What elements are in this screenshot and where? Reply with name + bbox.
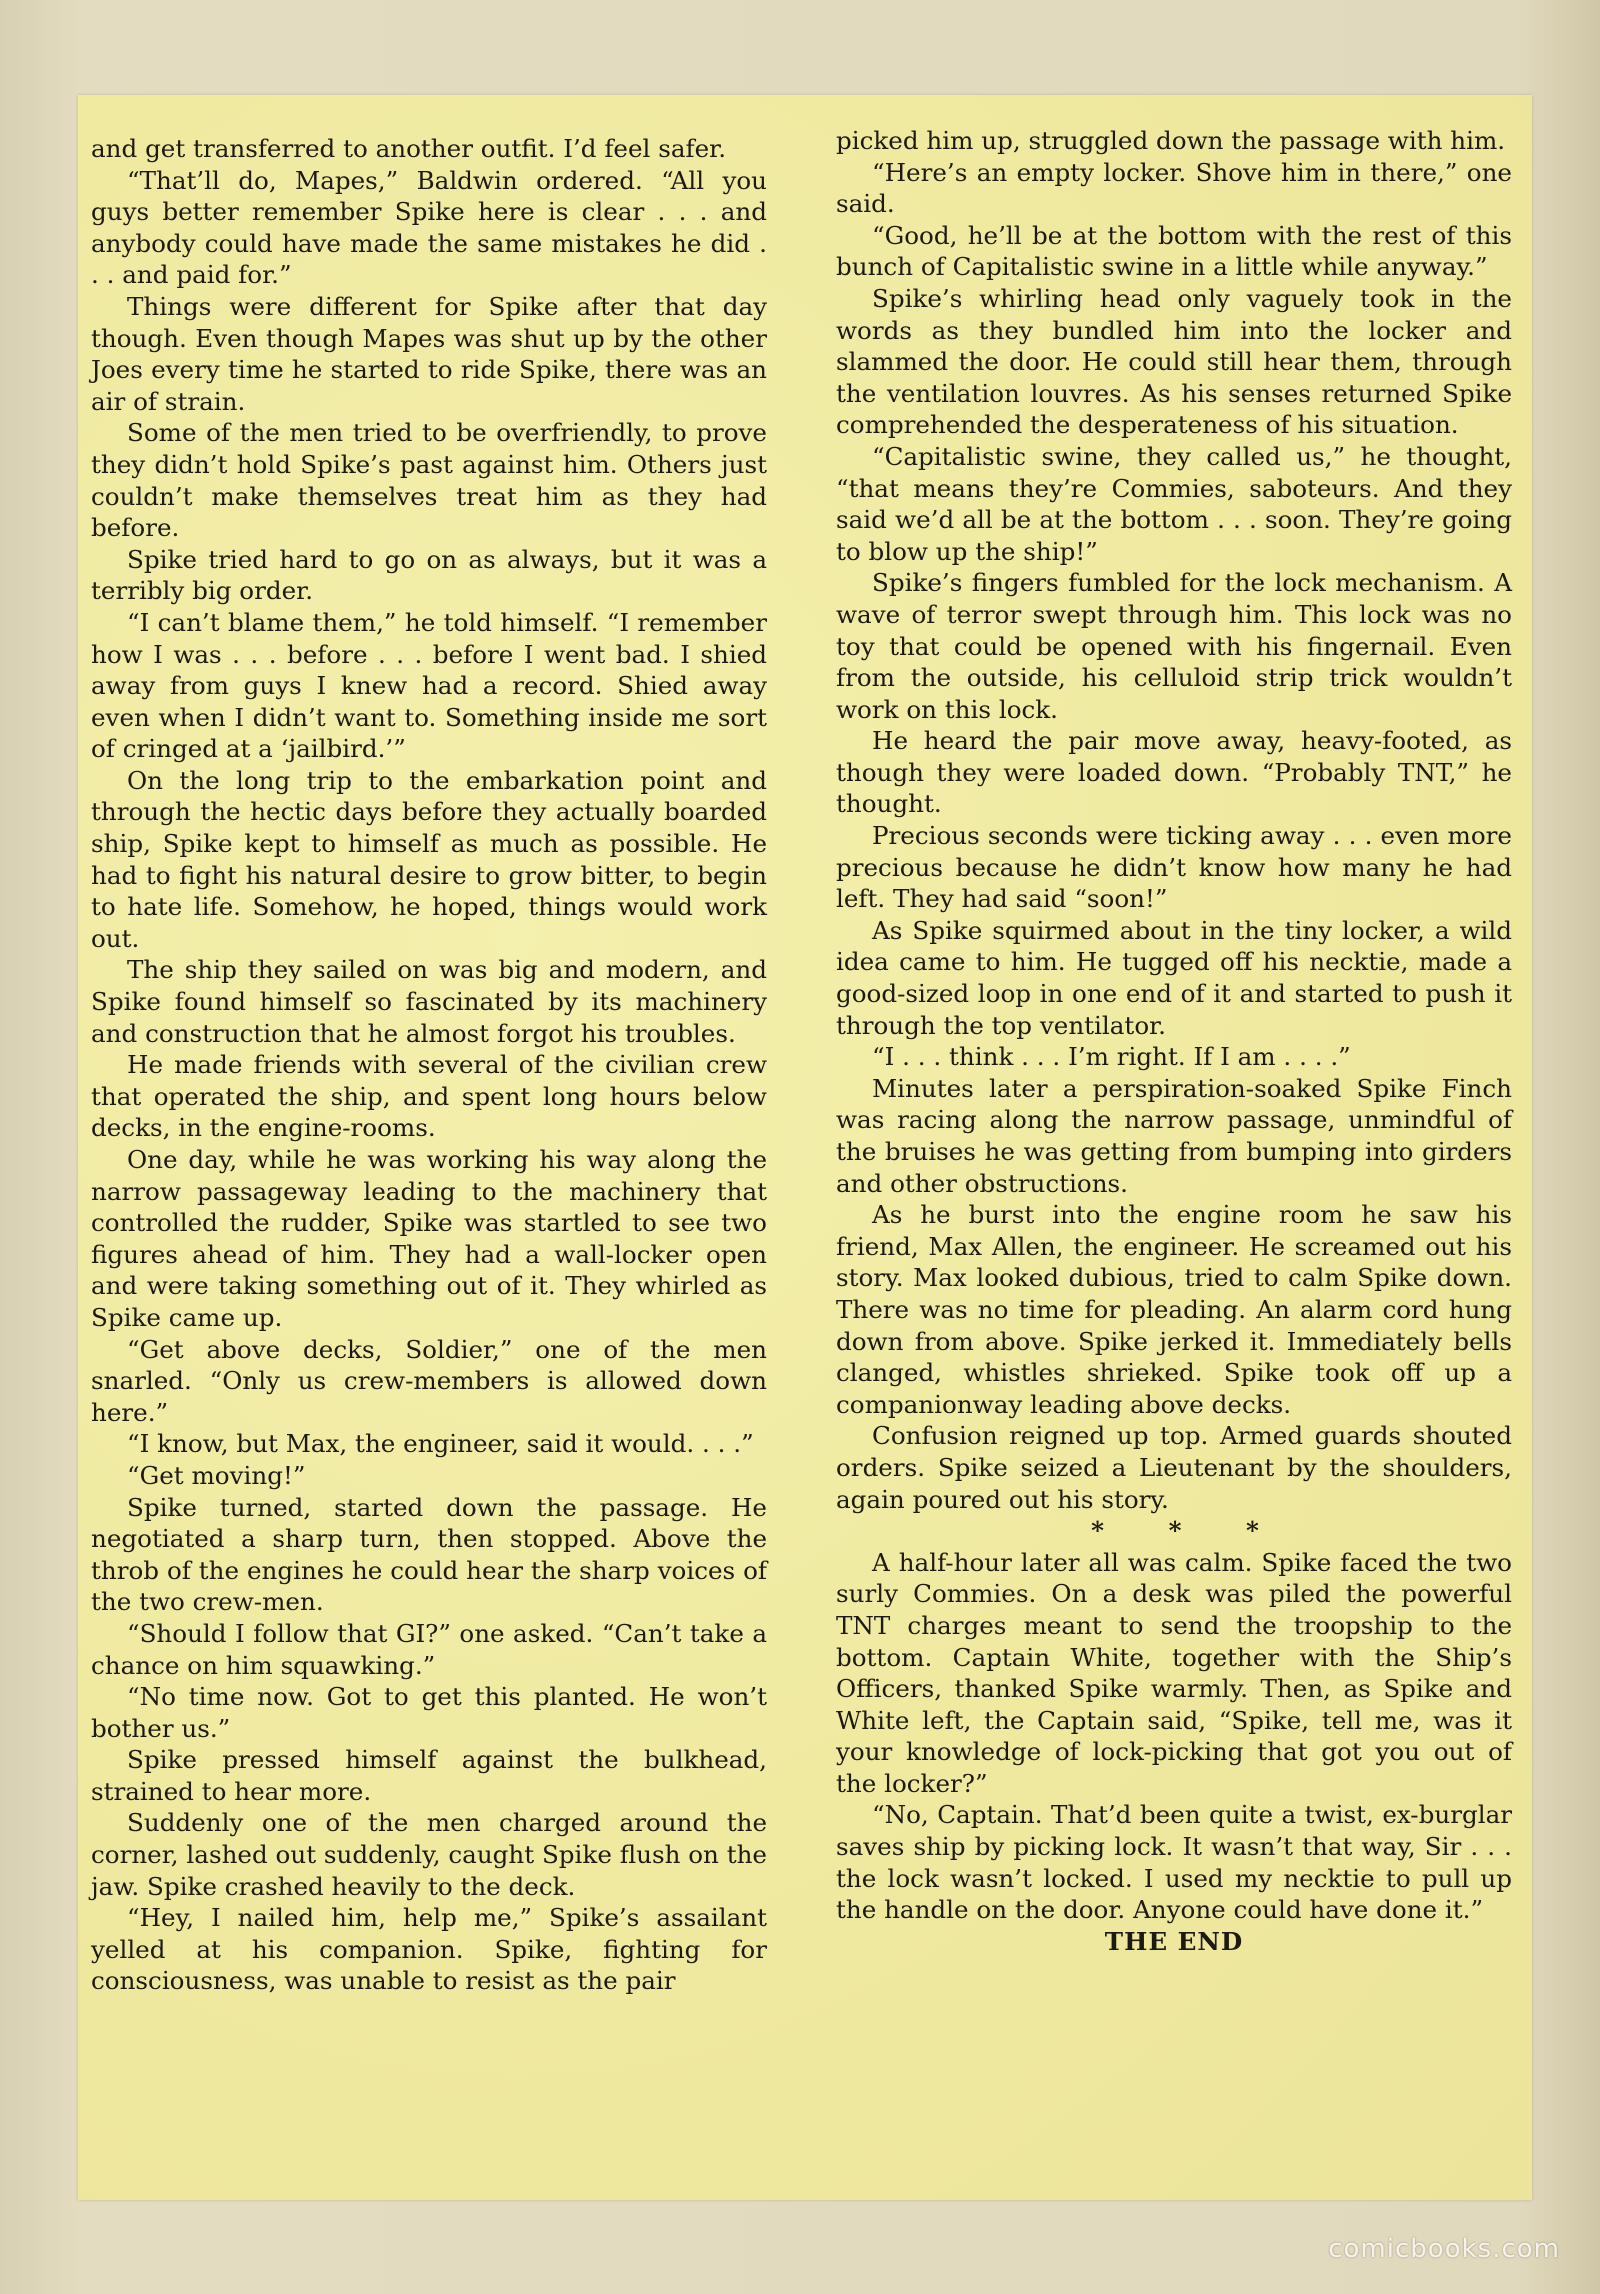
story-paragraph: “I know, but Max, the engineer, said it would. . . .”: [127, 1429, 754, 1459]
story-text-panel: [78, 95, 1532, 2200]
left-column: [91, 133, 767, 2183]
story-paragraph: “Get moving!”: [127, 1460, 306, 1490]
story-paragraph: “No time now. Got to get this planted. He won’t bother us.”: [91, 1682, 767, 1743]
story-paragraph: Spike’s whirling head only vaguely took in the words as they bundled him into the locker and slammed the door. He could still hear them, through the ventilation louvres. As his senses returned Spike comprehended the desperateness of his situation.: [836, 283, 1512, 440]
story-paragraph: Confusion reigned up top. Armed guards shouted orders. Spike seized a Lieutenant by the shoulders, again poured out his story.: [836, 1421, 1512, 1514]
story-paragraph: As he burst into the engine room he saw his friend, Max Allen, the engineer. He screamed out his story. Max looked dubious, tried to calm Spike down. There was no time for pleading. An alarm cord hung down from above. Spike jerked it. Immediately bells clanged, whistles shrieked. Spike took off up a companionway leading above decks.: [836, 1200, 1512, 1419]
story-paragraph: Spike tried hard to go on as always, but it was a terribly big order.: [91, 544, 767, 606]
story-paragraph: A half-hour later all was calm. Spike faced the two surly Commies. On a desk was piled the powerful TNT charges meant to send the troopship to the bottom. Captain White, together with the Ship’s Officers, thanked Spike warmly. Then, as Spike and White left, the Captain said, “Spike, tell me, was it your knowledge of lock-picking that got you out of the locker?”: [836, 1547, 1512, 1798]
the-end-label: THE END: [1104, 1926, 1244, 1956]
story-paragraph: Spike pressed himself against the bulkhead, strained to hear more.: [91, 1745, 767, 1806]
right-column: [836, 125, 1512, 2175]
story-paragraph: picked him up, struggled down the passage with him.: [836, 126, 1506, 155]
story-paragraph: He made friends with several of the civilian crew that operated the ship, and spent long hours below decks, in the engine-rooms.: [91, 1050, 767, 1143]
story-paragraph: Spike’s fingers fumbled for the lock mechanism. A wave of terror swept through him. This lock was no toy that could be opened with his fingernail. Even from the outside, his celluloid strip trick wouldn’t work on this lock.: [836, 568, 1512, 724]
story-paragraph: “Here’s an empty locker. Shove him in there,” one said.: [836, 157, 1512, 219]
story-paragraph: “No, Captain. That’d been quite a twist, ex-burglar saves ship by picking lock. It wasn’t that way, Sir . . . the lock wasn’t locked. I used my necktie to pull up the handle on the door. Anyone could have done it.”: [836, 1800, 1512, 1925]
story-paragraph: Some of the men tried to be overfriendly, to prove they didn’t hold Spike’s past against him. Others just couldn’t make themselves treat him as they had before.: [91, 418, 767, 543]
site-watermark: comicbooks.com: [1328, 2234, 1560, 2264]
story-paragraph: “I . . . think . . . I’m right. If I am . . . .”: [872, 1042, 1351, 1072]
story-paragraph: One day, while he was working his way along the narrow passageway leading to the machinery that controlled the rudder, Spike was startled to see two figures ahead of him. They had a wall-locker open and were taking something out of it. They whirled as Spike came up.: [91, 1145, 767, 1332]
story-paragraph: He heard the pair move away, heavy-footed, as though they were loaded down. “Probably TNT,” he thought.: [836, 726, 1512, 819]
story-paragraph: Minutes later a perspiration-soaked Spike Finch was racing along the narrow passage, unmindful of the bruises he was getting from bumping into girders and other obstructions.: [836, 1073, 1512, 1198]
story-paragraph: and get transferred to another outfit. I’d feel safer.: [91, 134, 727, 163]
text-columns: [78, 126, 1532, 2183]
story-paragraph: On the long trip to the embarkation point and through the hectic days before they actually boarded ship, Spike kept to himself as much as possible. He had to fight his natural desire to grow bitter, to begin to hate life. Somehow, he hoped, things would work out.: [91, 765, 767, 953]
scene-break: * * *: [1091, 1516, 1287, 1546]
story-paragraph: Spike turned, started down the passage. He negotiated a sharp turn, then stopped. Above the throb of the engines he could hear the sharp voices of the two crew-men.: [91, 1492, 767, 1617]
story-paragraph: As Spike squirmed about in the tiny locker, a wild idea came to him. He tugged off his necktie, made a good-sized loop in one end of it and started to push it through the top ventilator.: [836, 915, 1512, 1040]
story-paragraph: Suddenly one of the men charged around the corner, lashed out suddenly, caught Spike flush on the jaw. Spike crashed heavily to the deck.: [91, 1808, 767, 1901]
story-paragraph: “I can’t blame them,” he told himself. “I remember how I was . . . before . . . before I went bad. I shied away from guys I knew had a record. Shied away even when I didn’t want to. Something inside me sort of cringed at a ‘jailbird.’”: [91, 607, 767, 764]
story-paragraph: “Should I follow that GI?” one asked. “Can’t take a chance on him squawking.”: [91, 1618, 767, 1680]
story-paragraph: “Get above decks, Soldier,” one of the men snarled. “Only us crew-members is allowed down here.”: [91, 1334, 767, 1427]
story-paragraph: Precious seconds were ticking away . . . even more precious because he didn’t know how many he had left. They had said “soon!”: [836, 821, 1512, 914]
story-paragraph: “Hey, I nailed him, help me,” Spike’s assailant yelled at his companion. Spike, fighting for consciousness, was unable to resist as the pair: [91, 1903, 767, 1996]
story-paragraph: The ship they sailed on was big and modern, and Spike found himself so fascinated by its machinery and construction that he almost forgot his troubles.: [91, 955, 767, 1048]
story-paragraph: Things were different for Spike after that day though. Even though Mapes was shut up by the other Joes every time he started to ride Spike, there was an air of strain.: [91, 291, 767, 416]
story-paragraph: “Good, he’ll be at the bottom with the rest of this bunch of Capitalistic swine in a little while anyway.”: [836, 220, 1512, 282]
story-paragraph: “Capitalistic swine, they called us,” he thought, “that means they’re Commies, saboteurs. And they said we’d all be at the bottom . . . soon. They’re going to blow up the ship!”: [836, 441, 1512, 566]
story-paragraph: “That’ll do, Mapes,” Baldwin ordered. “All you guys better remember Spike here is clear . . . and anybody could have made the same mistakes he did . . . and paid for.”: [91, 165, 767, 290]
